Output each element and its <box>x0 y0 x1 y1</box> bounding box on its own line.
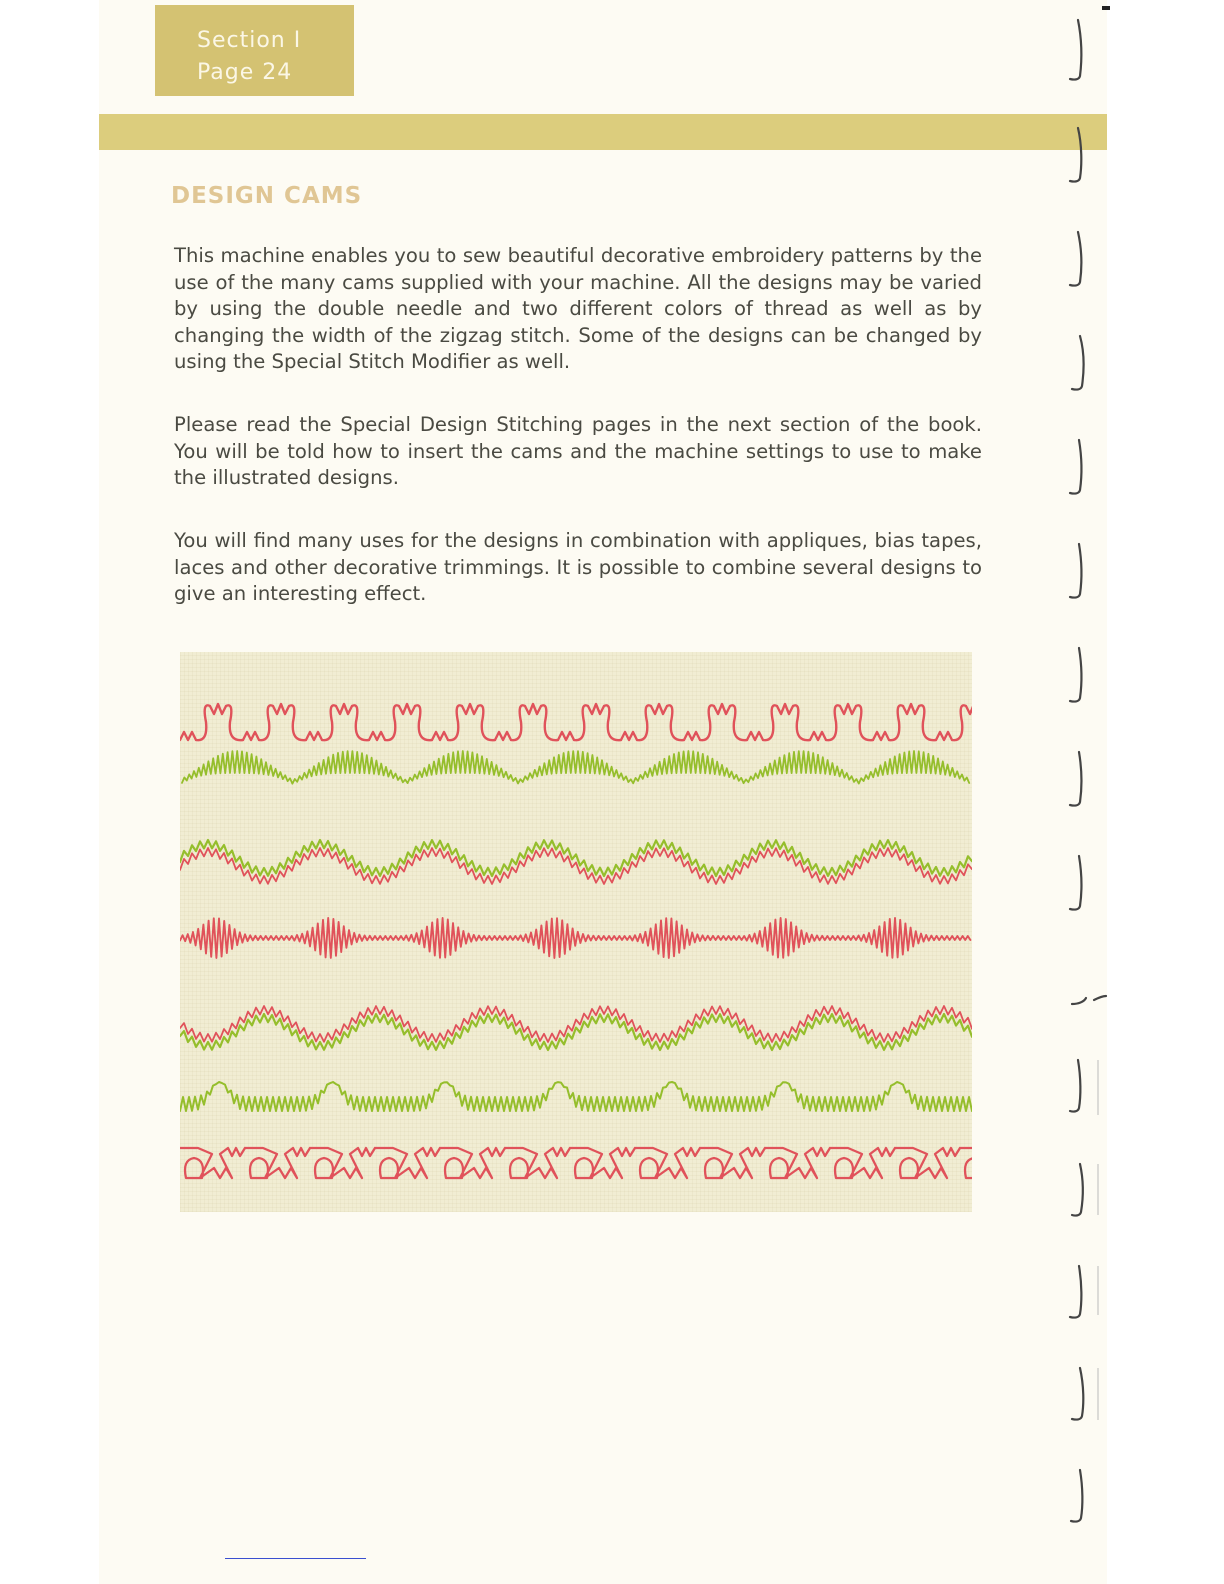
stitch-sample-photo <box>180 652 972 1212</box>
binding-tabs <box>1050 0 1110 1584</box>
binding-tab-8 <box>1070 752 1081 806</box>
page-label: Page 24 <box>197 60 293 85</box>
binding-tab-1 <box>1070 20 1081 80</box>
paragraph-intro: This machine enables you to sew beautiful decorative embroidery patterns by the use of the many cams supplied with your machine. All the designs may be varied by using the double needle and two different colors of thread as well as by changing the width of the zigzag stitch. Some of the designs can be changed by using the Special Stitch Modifier as well. <box>174 244 982 373</box>
binding-tab-2 <box>1070 128 1081 182</box>
binding-tab-6 <box>1070 544 1081 598</box>
binding-tab-4 <box>1072 336 1084 390</box>
paragraph-uses: You will find many uses for the designs in combination with appliques, bias tapes, laces and other decorative trimmings. It is possible to combine several designs to give an interesting effect. <box>174 529 982 605</box>
binding-tab-11 <box>1072 1164 1083 1216</box>
header-band <box>99 114 1107 150</box>
binding-tab-12 <box>1070 1266 1081 1318</box>
footer-rule <box>225 1558 366 1559</box>
binding-tab-7 <box>1070 648 1081 702</box>
stitch-sample-illustration <box>180 652 972 1212</box>
binding-tab-13 <box>1072 1368 1083 1420</box>
stitch-row-zigzag-scallop <box>180 1082 972 1111</box>
page-title: DESIGN CAMS <box>171 183 363 209</box>
binding-tab-9 <box>1070 856 1081 910</box>
binding-tab-3 <box>1070 232 1081 286</box>
section-label: Section I <box>197 28 302 53</box>
section-tab <box>155 5 354 96</box>
paragraph-instructions: Please read the Special Design Stitching pages in the next section of the book. You will be told how to insert the cams and the machine settings to use to make the illustrated designs. <box>174 413 982 489</box>
binding-tab-5 <box>1070 440 1081 494</box>
stitch-row-tulip-scallop <box>180 704 972 740</box>
stitch-row-satin-scallop <box>182 751 969 784</box>
stitch-row-tulip-border <box>180 1148 972 1178</box>
stitch-row-satin-burst <box>180 918 970 958</box>
binding-tab-14 <box>1071 1470 1082 1522</box>
binding-tab-10 <box>1070 1060 1080 1112</box>
manual-page <box>99 0 1107 1584</box>
binding-mark <box>1072 996 1106 1004</box>
